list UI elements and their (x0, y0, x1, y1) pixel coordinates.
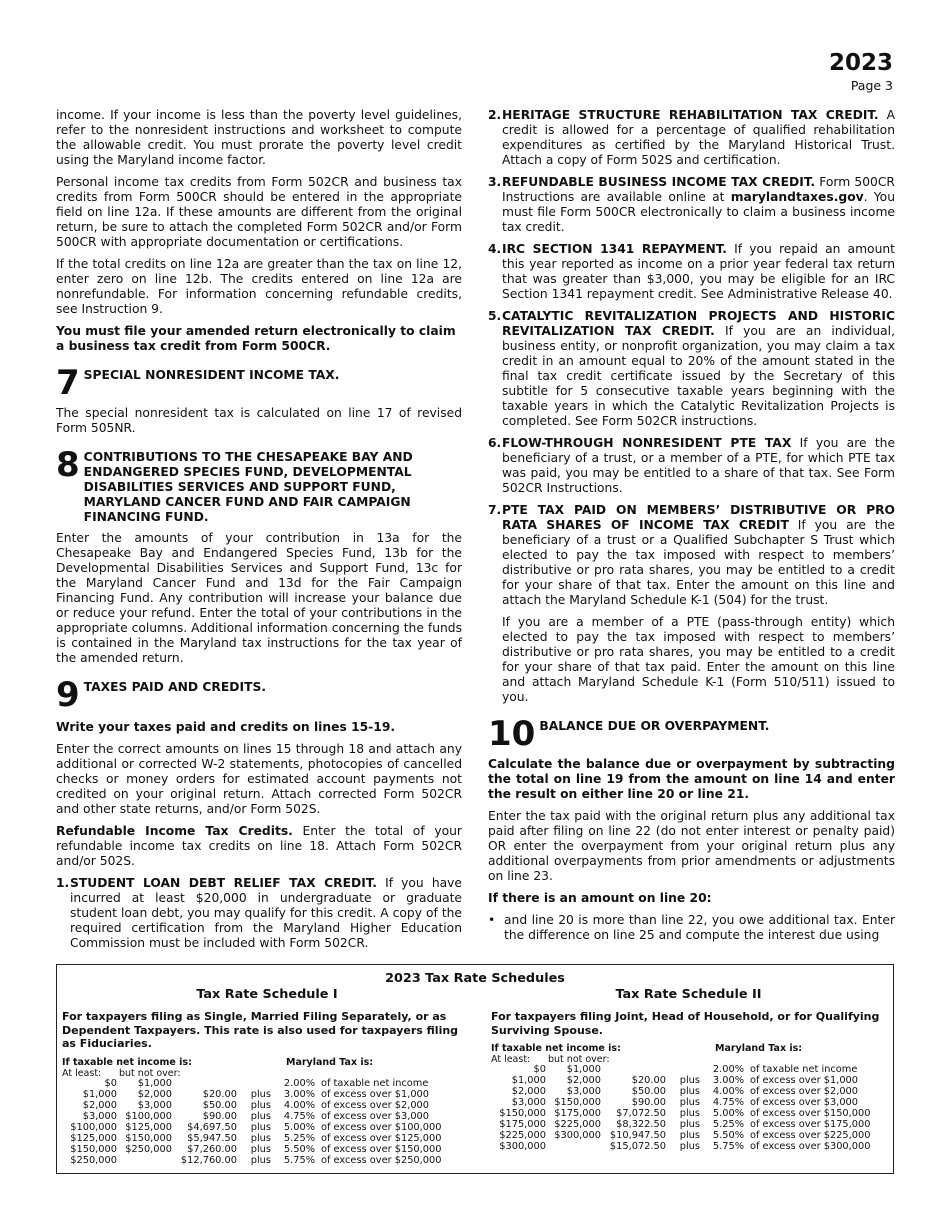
table-cell: $1,000 (82, 1088, 117, 1100)
table-cell: $90.00 (202, 1110, 237, 1122)
credit-item-6 (488, 436, 895, 496)
item-number: 4. (488, 242, 502, 256)
table-cell: $10,947.50 (609, 1130, 666, 1141)
table-row (491, 1064, 870, 1075)
table-cell: $150,000 (70, 1143, 117, 1155)
paragraph: If the total credits on line 12a are greater than the tax on line 12, enter zero on line 12b. The credits entered on line 12a are nonrefundable. For information concerning refundable credits, see Instruction 9. (56, 257, 462, 316)
table-cell: $20.00 (631, 1075, 666, 1086)
table-cell: $2,000 (566, 1075, 601, 1086)
table-cell: of excess over $3,000 (750, 1097, 859, 1108)
section-8-heading (56, 445, 462, 525)
table-cell: plus (250, 1099, 271, 1111)
table-cell: $1,000 (137, 1077, 172, 1089)
table-cell: of excess over $1,000 (321, 1088, 430, 1100)
table-cell: of excess over $125,000 (321, 1132, 442, 1144)
column-header: Maryland Tax is: (286, 1056, 374, 1068)
table-cell: $90.00 (631, 1097, 666, 1108)
table-cell: plus (250, 1121, 271, 1133)
paragraph: Personal income tax credits from Form 502CR and business tax credits from Form 500CR should be entered in the appropriate field on line 12a. If these amounts are different from the original return, be sure to attach the completed Form 502CR and/or Form 500CR with appropriate documentation or certifications. (56, 175, 462, 249)
schedule-1 (62, 987, 472, 1166)
table-cell: $125,000 (70, 1132, 117, 1144)
table-cell: $175,000 (499, 1119, 546, 1130)
table-cell (601, 1064, 666, 1075)
item-number: 5. (488, 309, 502, 323)
table-cell: $150,000 (554, 1097, 601, 1108)
credit-item-3 (488, 175, 895, 235)
paragraph-bold: If there is an amount on line 20: (488, 891, 712, 905)
item-number: 3. (488, 175, 502, 189)
body-text: If you are the beneficiary of a trust or a Qualified Subchapter S Trust which elected to pay the tax imposed with respect to members’ distributive or pro rata shares, you may be entitled to a credit for your share of that tax. Enter the amount on this line and attach the Maryland Schedule K-1 (504) for the trust. (502, 518, 895, 607)
table-cell: $0 (104, 1077, 117, 1089)
table-cell: $8,322.50 (616, 1119, 666, 1130)
table-cell: 5.75% (283, 1154, 315, 1166)
table-cell: $3,000 (511, 1097, 546, 1108)
table-cell: plus (250, 1132, 271, 1144)
paragraph (56, 824, 462, 869)
table-cell (666, 1064, 700, 1075)
paragraph: The special nonresident tax is calculated on line 17 of revised Form 505NR. (56, 406, 462, 435)
table-cell: $50.00 (631, 1086, 666, 1097)
item-number: 2. (488, 108, 502, 122)
tax-year: 2023 (828, 50, 893, 76)
section-7-heading (56, 363, 462, 403)
table-cell: of excess over $150,000 (750, 1108, 871, 1119)
table-cell: plus (679, 1130, 700, 1141)
paragraph-bold: Calculate the balance due or overpayment by subtracting the total on line 19 from the amount on line 14 and enter the result on either line 20 or line 21. (488, 757, 895, 801)
table-cell: $4,697.50 (187, 1121, 237, 1133)
table-cell: $0 (533, 1064, 546, 1075)
table-cell: plus (679, 1141, 700, 1152)
item-number: 6. (488, 436, 502, 450)
table-cell: of taxable net income (321, 1077, 429, 1089)
table-cell: plus (250, 1143, 271, 1155)
table-cell: 5.00% (283, 1121, 315, 1133)
table-cell: $150,000 (125, 1132, 172, 1144)
table-cell: of excess over $2,000 (750, 1086, 859, 1097)
schedule-description: For taxpayers filing Joint, Head of Household, or for Qualifying Surviving Spouse. (491, 1010, 880, 1037)
table-cell: $150,000 (499, 1108, 546, 1119)
lead-text: REFUNDABLE BUSINESS INCOME TAX CREDIT. (502, 175, 816, 189)
table-row (491, 1075, 870, 1086)
table-cell: $250,000 (70, 1154, 117, 1166)
table-cell (546, 1141, 601, 1152)
item-number: 7. (488, 503, 502, 517)
body-text: If you are the beneficiary of a trust, or a member of a PTE, for which PTE tax was paid, you may be entitled to a share of that tax. See Form 502CR Instructions. (502, 436, 896, 495)
paragraph: Enter the tax paid with the original return plus any additional tax paid after filing on line 22 (do not enter interest or penalty paid) OR enter the overpayment from your original return plus any additional overpayments from prior amendments or adjustments on line 23. (488, 809, 895, 883)
table-cell: $1,000 (511, 1075, 546, 1086)
body-text: Form 500CR Instructions are available online at (502, 175, 895, 204)
section-number: 7 (56, 363, 80, 403)
credit-item-5 (488, 309, 895, 429)
bullet-item (488, 913, 895, 943)
table-cell: $250,000 (125, 1143, 172, 1155)
column-subheader: but not over: (548, 1054, 610, 1065)
page-number: Page 3 (850, 78, 893, 93)
schedule-title: Tax Rate Schedule II (615, 987, 762, 1002)
table-cell: of excess over $300,000 (750, 1141, 871, 1152)
lead-text: HERITAGE STRUCTURE REHABILITATION TAX CREDIT. (502, 108, 879, 122)
body-text: A credit is allowed for a percentage of qualified rehabilitation expenditures as certified by the Maryland Historical Trust. Attach a copy of Form 502S and certification. (502, 108, 895, 167)
table-cell: $2,000 (137, 1088, 172, 1100)
table-cell: of excess over $150,000 (321, 1143, 442, 1155)
body-text: If you are an individual, business entity, or nonprofit organization, you may claim a tax credit in an amount equal to 20% of the amount stated in the final tax credit certificate issued by the Secretary of this subtitle for 5 consecutive taxable years beginning with the taxable years in which the Catalytic Revitalization Projects is completed. See Form 502CR instructions. (502, 324, 895, 428)
table-cell: $225,000 (499, 1130, 546, 1141)
table-cell: $15,072.50 (609, 1141, 666, 1152)
table-cell: $125,000 (125, 1121, 172, 1133)
table-cell: $5,947.50 (187, 1132, 237, 1144)
table-cell: plus (679, 1075, 700, 1086)
lead-text: IRC SECTION 1341 REPAYMENT. (502, 242, 727, 256)
table-cell: of excess over $2,000 (321, 1099, 430, 1111)
table-row (491, 1086, 870, 1097)
table-row (491, 1130, 870, 1141)
lead-text: CATALYTIC REVITALIZATION PROJECTS AND HISTORIC REVITALIZATION TAX CREDIT. (502, 309, 895, 338)
table-cell: of excess over $3,000 (321, 1110, 430, 1122)
rate-table (491, 1064, 870, 1152)
table-cell: $3,000 (137, 1099, 172, 1111)
section-title: SPECIAL NONRESIDENT INCOME TAX. (83, 368, 340, 382)
table-cell (237, 1078, 271, 1089)
table-cell: 2.00% (712, 1064, 744, 1075)
table-cell: plus (679, 1086, 700, 1097)
bullet-icon: • (488, 913, 496, 927)
table-row (62, 1100, 441, 1111)
table-cell: 5.25% (283, 1132, 315, 1144)
table-cell: 5.50% (712, 1130, 744, 1141)
table-cell: plus (679, 1108, 700, 1119)
lead-text: PTE TAX PAID ON MEMBERS’ DISTRIBUTIVE OR PRO RATA SHARES OF INCOME TAX CREDIT (502, 503, 895, 532)
section-9-heading (56, 675, 462, 715)
credit-item-7 (488, 503, 895, 608)
table-row (491, 1108, 870, 1119)
schedule-header (62, 1057, 472, 1068)
lead-text: STUDENT LOAN DEBT RELIEF TAX CREDIT. (70, 876, 377, 890)
section-title: BALANCE DUE OR OVERPAYMENT. (539, 719, 770, 733)
table-row (62, 1144, 441, 1155)
section-title: TAXES PAID AND CREDITS. (83, 680, 266, 694)
section-title: CONTRIBUTIONS TO THE CHESAPEAKE BAY AND ENDANGERED SPECIES FUND, DEVELOPMENTAL DISABILITIES SERVICES AND SUPPORT FUND, MARYLAND CANCER FUND AND FAIR CAMPAIGN FINANCING FUND. (83, 450, 413, 524)
section-number: 9 (56, 675, 80, 715)
table-cell: of excess over $250,000 (321, 1154, 442, 1166)
table-cell: plus (679, 1119, 700, 1130)
table-cell: of excess over $225,000 (750, 1130, 871, 1141)
column-subheader: At least: (62, 1067, 102, 1079)
table-cell: $2,000 (82, 1099, 117, 1111)
table-row (62, 1111, 441, 1122)
column-header: If taxable net income is: (491, 1043, 621, 1054)
table-cell: of excess over $100,000 (321, 1121, 442, 1133)
table-cell (172, 1078, 237, 1089)
table-cell: plus (250, 1088, 271, 1100)
body-text: . You must file Form 500CR electronically to claim a business income tax credit. (502, 190, 895, 234)
website-link[interactable]: marylandtaxes.gov (730, 190, 864, 204)
table-cell: 4.00% (712, 1086, 744, 1097)
table-cell: 4.75% (712, 1097, 744, 1108)
table-cell: 4.75% (283, 1110, 315, 1122)
table-cell: of taxable net income (750, 1064, 858, 1075)
paragraph: If you are a member of a PTE (pass-through entity) which elected to pay the tax imposed with respect to members’ distributive or pro rata shares, you may be entitled to a credit for your share of that tax paid. Enter the amount on this line and attach Maryland Schedule K-1 (Form 510/511) issued to you. (502, 615, 895, 704)
table-cell: $100,000 (125, 1110, 172, 1122)
table-cell: plus (250, 1110, 271, 1122)
schedules-title: 2023 Tax Rate Schedules (385, 971, 565, 986)
table-cell: of excess over $1,000 (750, 1075, 859, 1086)
paragraph-bold: Write your taxes paid and credits on lines 15-19. (56, 720, 396, 734)
credit-item-2 (488, 108, 895, 168)
table-cell: $7,072.50 (616, 1108, 666, 1119)
table-cell: $175,000 (554, 1108, 601, 1119)
schedule-title: Tax Rate Schedule I (196, 987, 338, 1002)
credit-item-4 (488, 242, 895, 302)
schedule-header (491, 1043, 886, 1054)
table-cell: plus (679, 1097, 700, 1108)
table-cell: $3,000 (566, 1086, 601, 1097)
table-cell: 2.00% (283, 1077, 315, 1089)
lead-text: FLOW-THROUGH NONRESIDENT PTE TAX (502, 436, 792, 450)
body-text: If you repaid an amount this year reported as income on a prior year federal tax return that was greater than $3,000, you may be eligible for an IRC Section 1341 repayment credit. See Administrative Release 40. (502, 242, 895, 301)
table-cell: $3,000 (82, 1110, 117, 1122)
column-header: Maryland Tax is: (715, 1043, 803, 1054)
table-cell: 5.50% (283, 1143, 315, 1155)
table-row (62, 1122, 441, 1133)
right-column (488, 108, 895, 943)
schedule-description: For taxpayers filing as Single, Married Filing Separately, or as Dependent Taxpayers. This rate is also used for taxpayers filing as Fiduciaries. (62, 1010, 459, 1050)
table-cell: $20.00 (202, 1088, 237, 1100)
table-row (491, 1119, 870, 1130)
table-cell: $100,000 (70, 1121, 117, 1133)
table-cell: $225,000 (554, 1119, 601, 1130)
table-cell: $300,000 (554, 1130, 601, 1141)
paragraph: Enter the amounts of your contribution in 13a for the Chesapeake Bay and Endangered Species Fund, 13b for the Developmental Disabilities Services and Support Fund, 13c for the Maryland Cancer Fund and 13d for the Fair Campaign Financing Fund. Any contribution will increase your balance due or reduce your refund. Enter the total of your contributions in the appropriate columns. Additional information concerning the funds is contained in the Maryland tax instructions for the tax year of the amended return. (56, 531, 462, 665)
table-row (62, 1155, 441, 1166)
item-number: 1. (56, 876, 70, 890)
column-subheader: but not over: (119, 1067, 181, 1079)
column-header: If taxable net income is: (62, 1056, 192, 1068)
table-row (491, 1141, 870, 1152)
table-cell: $1,000 (566, 1064, 601, 1075)
schedule-2 (491, 987, 886, 1152)
paragraph-bold: You must file your amended return electronically to claim a business tax credit from Form 500CR. (56, 324, 456, 353)
credit-item-1 (56, 876, 462, 951)
table-cell: plus (250, 1154, 271, 1166)
table-cell: 5.25% (712, 1119, 744, 1130)
schedule-subheader (491, 1054, 886, 1064)
table-cell: 3.00% (712, 1075, 744, 1086)
table-row (62, 1078, 441, 1089)
table-row (491, 1097, 870, 1108)
body-text: and line 20 is more than line 22, you owe additional tax. Enter the difference on line 25 and compute the interest due using (504, 913, 895, 942)
section-number: 10 (488, 714, 536, 754)
column-subheader: At least: (491, 1054, 531, 1065)
body-text: If you have incurred at least $20,000 in undergraduate or graduate student loan debt, you may qualify for this credit. A copy of the required certification from the Maryland Higher Education Commission must be included with Form 502CR. (70, 876, 463, 950)
table-row (62, 1089, 441, 1100)
table-cell: of excess over $175,000 (750, 1119, 871, 1130)
table-cell: $50.00 (202, 1099, 237, 1111)
section-number: 8 (56, 445, 80, 485)
table-cell: $2,000 (511, 1086, 546, 1097)
tax-rate-schedules-box (56, 964, 894, 1174)
table-cell: 5.75% (712, 1141, 744, 1152)
lead-text: Refundable Income Tax Credits. (56, 824, 293, 838)
table-cell: $12,760.00 (180, 1154, 237, 1166)
table-cell: 4.00% (283, 1099, 315, 1111)
section-10-heading (488, 714, 895, 754)
table-cell (117, 1155, 172, 1166)
table-cell: $7,260.00 (187, 1143, 237, 1155)
table-cell: 3.00% (283, 1088, 315, 1100)
schedule-subheader (62, 1068, 472, 1078)
paragraph: income. If your income is less than the poverty level guidelines, refer to the nonresident instructions and worksheet to compute the allowable credit. You must prorate the poverty level credit using the Maryland income factor. (56, 108, 462, 167)
left-column (56, 108, 462, 958)
table-row (62, 1133, 441, 1144)
rate-table (62, 1078, 441, 1166)
table-cell: 5.00% (712, 1108, 744, 1119)
table-cell: $300,000 (499, 1141, 546, 1152)
body-text: Enter the total of your refundable income tax credits on line 18. Attach Form 502CR and/or 502S. (56, 824, 462, 868)
paragraph: Enter the correct amounts on lines 15 through 18 and attach any additional or corrected W-2 statements, photocopies of cancelled checks or money orders for estimated account payments not credited on your original return. Attach corrected Form 502CR and other state returns, and/or Form 502S. (56, 742, 462, 816)
